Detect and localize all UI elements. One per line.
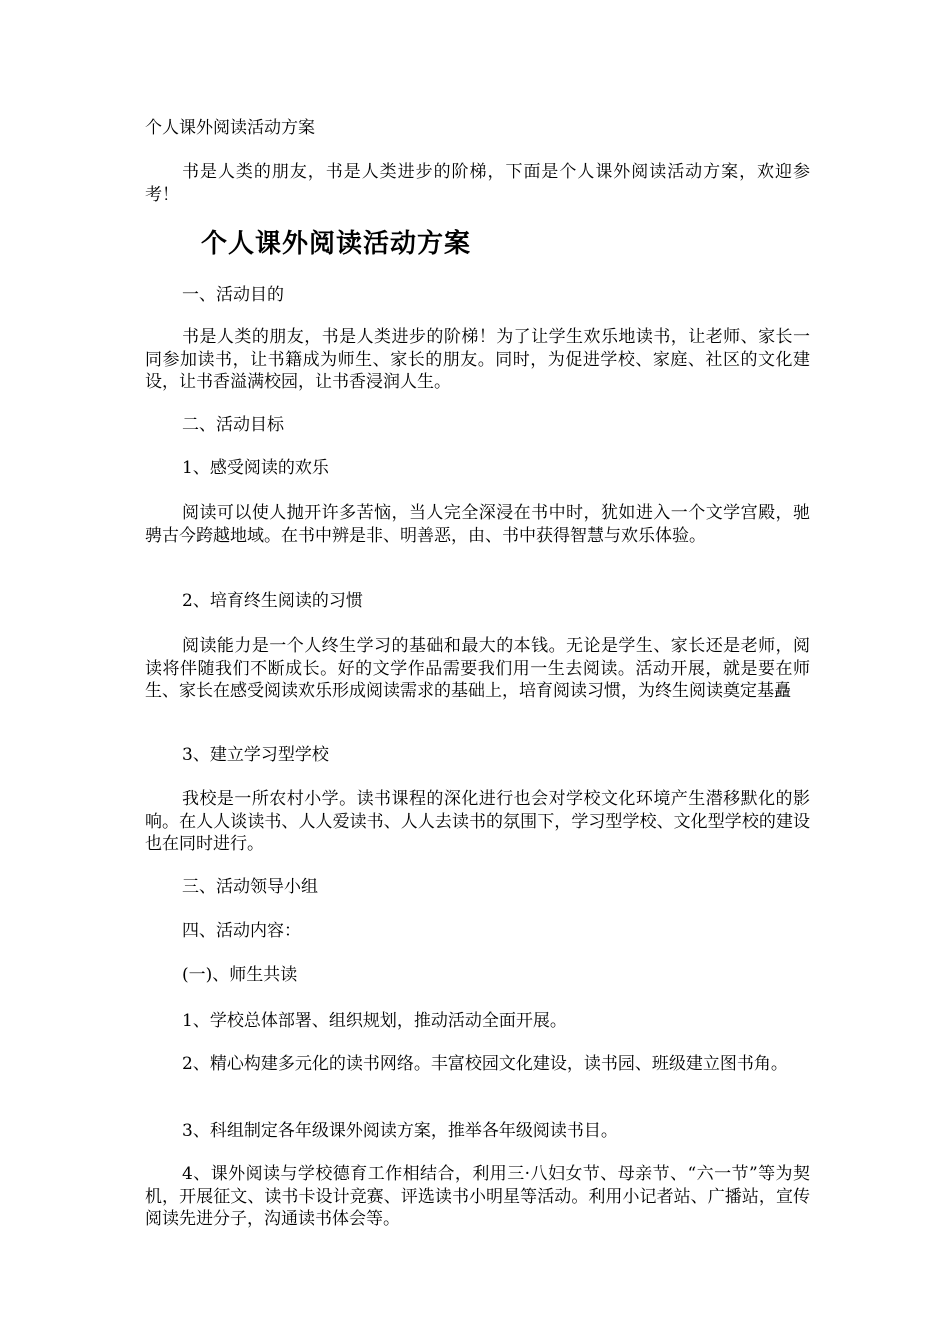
section-4-heading: 四、活动内容： xyxy=(182,921,301,941)
goal-1-heading: 1、感受阅读的欢乐 xyxy=(182,458,329,478)
goal-2-heading: 2、培育终生阅读的习惯 xyxy=(182,591,363,611)
content-item-3: 3、科组制定各年级课外阅读方案，推举各年级阅读书目。 xyxy=(182,1121,618,1141)
section-3-heading: 三、活动领导小组 xyxy=(182,877,318,897)
goal-3-text: 我校是一所农村小学。读书课程的深化进行也会对学校文化环境产生潜移默化的影响。在人人谈读书、人人爱读书、人人去读书的氛围下，学习型学校、文化型学校的建设也在同时进行。 xyxy=(145,789,810,854)
subsection-1-heading: (一)、师生共读 xyxy=(182,965,298,985)
doc-title-small: 个人课外阅读活动方案 xyxy=(145,118,315,138)
intro-paragraph: 书是人类的朋友，书是人类进步的阶梯，下面是个人课外阅读活动方案，欢迎参考！ xyxy=(145,162,810,205)
section-1-text: 书是人类的朋友，书是人类进步的阶梯！为了让学生欢乐地读书，让老师、家长一同参加读书，让书籍成为师生、家长的朋友。同时，为促进学校、家庭、社区的文化建设，让书香溢满校园，让书香浸润人生。 xyxy=(145,327,810,392)
content-item-4: 4、课外阅读与学校德育工作相结合，利用三·八妇女节、母亲节、“六一节”等为契机，开展征文、读书卡设计竞赛、评选读书小明星等活动。利用小记者站、广播站，宣传阅读先进分子，沟通读书体会等。 xyxy=(145,1164,810,1229)
goal-3-heading: 3、建立学习型学校 xyxy=(182,745,329,765)
section-1-heading: 一、活动目的 xyxy=(182,285,284,305)
main-title: 个人课外阅读活动方案 xyxy=(201,229,472,259)
content-item-1: 1、学校总体部署、组织规划，推动活动全面开展。 xyxy=(182,1011,567,1031)
content-item-2: 2、精心构建多元化的读书网络。丰富校园文化建设，读书园、班级建立图书角。 xyxy=(182,1054,788,1074)
goal-2-text: 阅读能力是一个人终生学习的基础和最大的本钱。无论是学生、家长还是老师，阅读将伴随我们不断成长。好的文学作品需要我们用一生去阅读。活动开展，就是要在师生、家长在感受阅读欢乐形成阅读需求的基础上，培育阅读习惯，为终生阅读奠定基矗 xyxy=(145,636,810,701)
goal-1-text: 阅读可以使人抛开许多苦恼，当人完全深浸在书中时，犹如进入一个文学宫殿，驰骋古今跨越地域。在书中辨是非、明善恶，由、书中获得智慧与欢乐体验。 xyxy=(145,503,810,546)
section-2-heading: 二、活动目标 xyxy=(182,415,284,435)
